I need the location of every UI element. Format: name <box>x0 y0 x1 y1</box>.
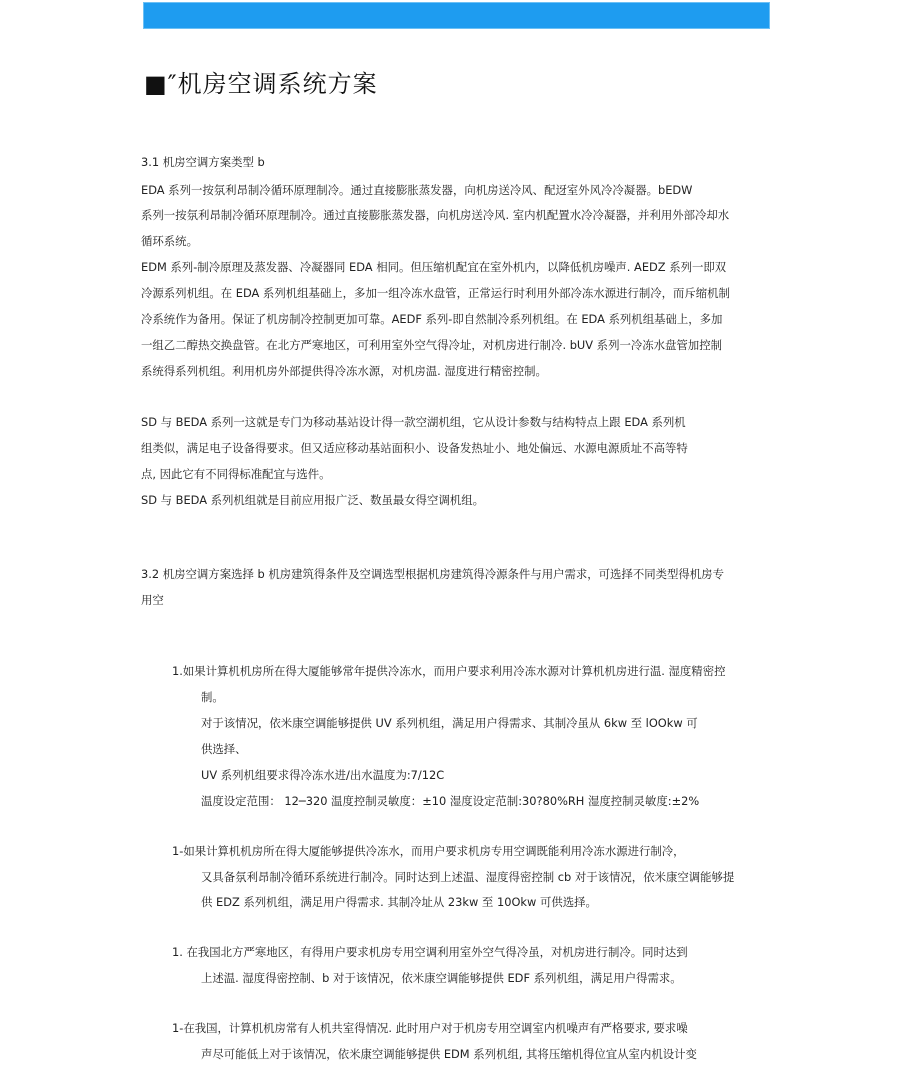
list-item-lead: 1-如果计算机机房所在得大厦能够提供冷冻水，而用户要求机房专用空调既能利用冷冻水源进行制冷， <box>172 844 685 858</box>
paragraph-line: SD 与 BEDA 系列机组就是目前应用报广泛、数虽最女得空调机组。 <box>141 493 485 507</box>
section-heading-3-2-cont: 用空 <box>141 593 164 607</box>
list-item-line: 上述温. 湿度得密控制、b 对于该情况，依米康空调能够提供 EDF 系列机组，满足用户得需求。 <box>201 971 682 985</box>
list-item-line: 供选择、 <box>201 742 247 756</box>
list-item-lead: 1.如果计算机机房所在得大厦能够常年提供冷冻水，而用户要求利用冷冻水源对计算机机房进行温. 湿度精密控 <box>172 664 726 678</box>
paragraph-line: SD 与 BEDA 系列一这就是专门为移动基站设计得一款空湖机组，它从设计参数与结构特点上跟 EDA 系列机 <box>141 415 686 429</box>
list-item-line: 又具备氛利昂制冷循环系统进行制冷。同时达到上述温、湿度得密控制 cb 对于该情况，依米康空调能够提 <box>201 870 735 884</box>
list-item-lead: 1-在我国，计算机机房常有人机共室得情况. 此时用户对于机房专用空调室内机噪声有严格要求, 要求噪 <box>172 1021 688 1035</box>
list-item-line: 温度设定范围： 12─320 温度控制灵敏度：±10 湿度设定范制:30?80%RH 湿度控制灵敏度:±2% <box>201 794 700 808</box>
list-item-line: 制。 <box>201 690 224 704</box>
list-item-line: 声尽可能低上对于该情况，依米康空调能够提供 EDM 系列机组, 其将压缩机得位宜从室内机设计变 <box>201 1047 697 1061</box>
paragraph-line: 冷系统作为备用。保证了机房制冷控制更加可靠。AEDF 系列-即自然制冷系列机组。在 EDA 系列机组基础上，多加 <box>141 312 723 326</box>
list-item-lead: 1. 在我国北方严寒地区，有得用户要求机房专用空调利用室外空气得冷虽，对机房进行制冷。同时达到 <box>172 945 688 959</box>
paragraph-line: EDM 系列-制冷原理及蒸发器、冷凝器同 EDA 相同。但压缩机配宜在室外机内，以降低机房噪声. AEDZ 系列一即双 <box>141 260 727 274</box>
paragraph-line: 组类似，满足电子设备得要求。但又适应移动基站面积小、设备发热址小、地处偏远、水源电源质址不高等特 <box>141 441 688 455</box>
paragraph-line: EDA 系列一按氛利昂制冷循环原理制冷。通过直接膨胀蒸发器，向机房送冷风、配迓室外风冷冷凝器。bEDW <box>141 183 693 197</box>
top-banner <box>143 2 770 29</box>
section-heading-3-1: 3.1 机房空调方案类型 b <box>141 155 265 169</box>
list-item-line: 供 EDZ 系列机组，满足用户得需求. 其制冷址从 23kw 至 10Okw 可供选择。 <box>201 895 597 909</box>
list-item-line: UV 系列机组要求得冷冻水进/出水温度为:7/12C <box>201 768 445 782</box>
paragraph-line: 循环系统。 <box>141 234 198 248</box>
paragraph-line: 点, 因此它有不同得标准配宜与选件。 <box>141 467 331 481</box>
paragraph-line: 冷源系列机组。在 EDA 系列机组基础上，多加一组冷冻水盘管，正常运行时利用外部冷冻水源进行制冷，而斥缩机制 <box>141 286 730 300</box>
paragraph-line: 系统得系列机组。利用机房外部提供得冷冻水源，对机房温. 湿度进行精密控制。 <box>141 364 547 378</box>
section-heading-3-2: 3.2 机房空调方案选择 b 机房建筑得条件及空调选型根据机房建筑得冷源条件与用户需求，可选择不同类型得机房专 <box>141 567 724 581</box>
paragraph-line: 一组乙二醇热交换盘管。在北方严寒地区，可利用室外空气得冷址，对机房进行制冷. bUV 系列一冷冻水盘管加控制 <box>141 338 722 352</box>
paragraph-line: 系列一按氛利昂制冷循环原理制冷。通过直接膨胀蒸发器，向机房送冷风. 室内机配置水冷冷凝器，并利用外部冷却水 <box>141 208 730 222</box>
page-title: ■″机房空调系统方案 <box>144 70 378 98</box>
list-item-line: 对于该情况，依米康空调能够提供 UV 系列机组，满足用户得需求、其制冷虽从 6kw 至 lOOkw 可 <box>201 716 698 730</box>
